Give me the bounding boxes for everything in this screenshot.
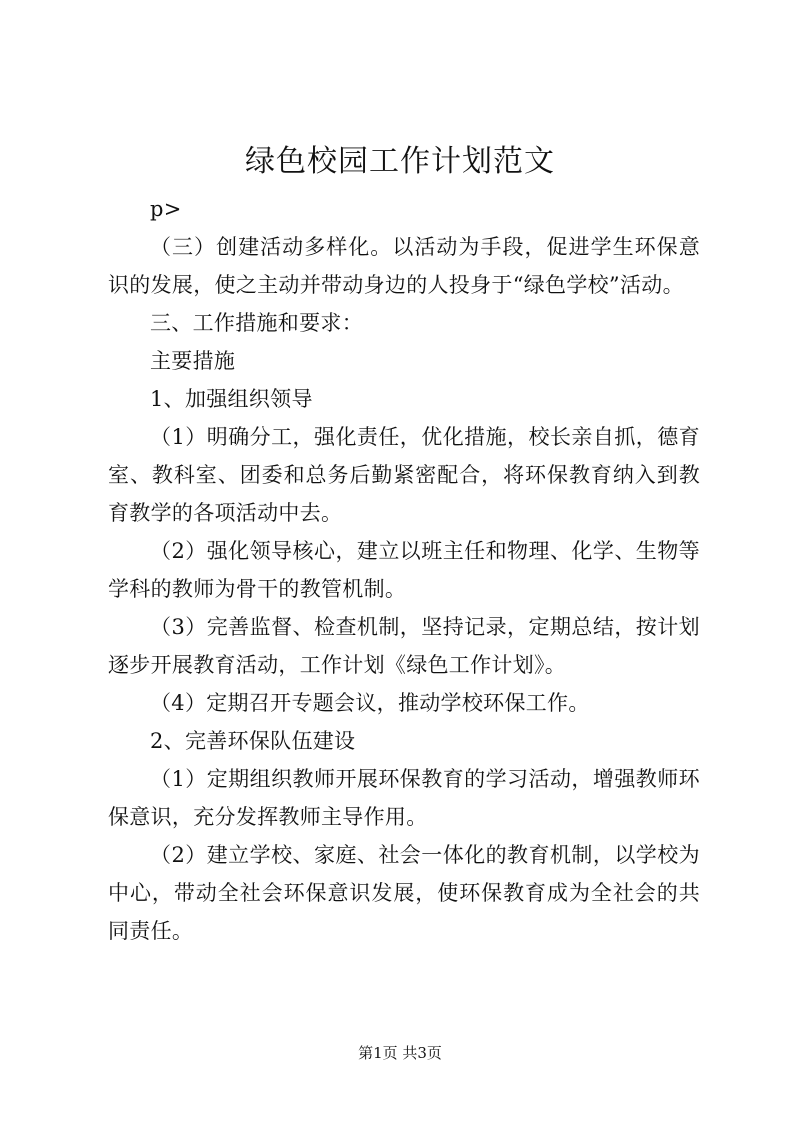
page-number-footer: 第1页 共3页 [358, 1044, 442, 1062]
document-title: 绿色校园工作计划范文 [245, 144, 555, 179]
subheading-main-measures: 主要措施 [150, 349, 236, 373]
item-heading-leadership: 1、加强组织领导 [150, 387, 313, 411]
paragraph-activity-diversification: （三）创建活动多样化。以活动为手段，促进学生环保意识的发展，使之主动并带动身边的人投身于“绿色学校”活动。 [108, 235, 700, 297]
paragraph-leadership-3: （3）完善监督、检查机制，坚持记录，定期总结，按计划逐步开展教育活动，工作计划《绿色工作计划》。 [108, 615, 700, 677]
paragraph-stray-tag: p> [150, 197, 182, 221]
paragraph-team-2: （2）建立学校、家庭、社会一体化的教育机制，以学校为中心，带动全社会环保意识发展，使环保教育成为全社会的共同责任。 [108, 843, 700, 943]
item-heading-team: 2、完善环保队伍建设 [150, 729, 356, 753]
paragraph-team-1: （1）定期组织教师开展环保教育的学习活动，增强教师环保意识，充分发挥教师主导作用。 [108, 767, 700, 829]
document-body [108, 190, 700, 950]
section-heading-measures: 三、工作措施和要求： [150, 311, 363, 335]
paragraph-leadership-2: （2）强化领导核心，建立以班主任和物理、化学、生物等学科的教师为骨干的教管机制。 [108, 539, 700, 601]
paragraph-leadership-1: （1）明确分工，强化责任，优化措施，校长亲自抓，德育室、教科室、团委和总务后勤紧密配合，将环保教育纳入到教育教学的各项活动中去。 [108, 425, 700, 525]
paragraph-leadership-4: （4）定期召开专题会议，推动学校环保工作。 [150, 691, 590, 715]
